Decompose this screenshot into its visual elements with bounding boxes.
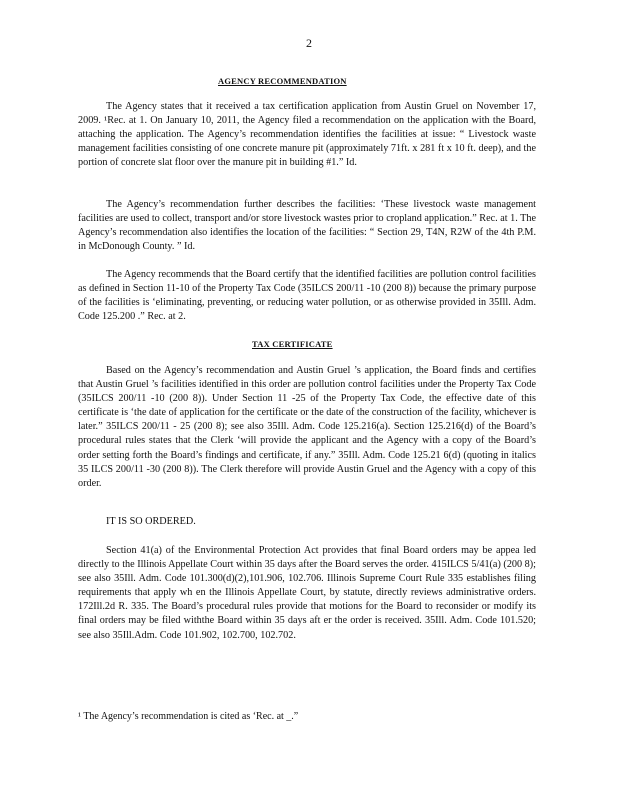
paragraph-text: The Agency recommends that the Board certify that the identified facilities are pollution control facilities as defined in Section 11-10 of the Property Tax Code (35ILCS 200/11 -10 (200 8)) because the primary purpose of the facilities is ‘eliminating, preventing, or reducing water pollution, or as otherwise provided in 35Ill. Adm. Code 125.200 .” Rec. at 2. <box>78 269 536 323</box>
paragraph-board-finds <box>78 364 536 491</box>
paragraph-text: Based on the Agency’s recommendation and Austin Gruel ’s application, the Board finds and certifies that Austin Gruel ’s facilities identified in this order are pollution control facilities under the Property Tax Code (35ILCS 200/11 -10 (200 8)). Under Section 11 -25 of the Property Tax Code, the effective date of this certificate is ‘the date of application for the certificate or the date of the construction of the facility, whichever is later.” 35ILCS 200/11 - 25 (200 8); see also 35Ill. Adm. Code 125.216(a). Section 125.216(d) of the Board’s procedural rules states that the Clerk ‘will provide the applicant and the Agency with a copy of the Board’s order setting forth the Board’s findings and certificate, if any.” 35Ill. Adm. Code 125.21 6(d) (quoting in italics 35 ILCS 200/11 -30 (200 8)). The Clerk therefore will provide Austin Gruel and the Agency with a copy of this order. <box>78 365 536 489</box>
footnote: ¹ The Agency’s recommendation is cited as ‘Rec. at _.” <box>78 711 299 722</box>
page-number: 2 <box>306 36 312 50</box>
paragraph-facility-description <box>78 198 536 254</box>
paragraph-text: The Agency’s recommendation further describes the facilities: ‘These livestock waste management facilities are used to collect, transport and/or store livestock wastes prior to cropland application.” Rec. at 1. The Agency’s recommendation also identifies the location of the facilities: “ Section 29, T4N, R2W of the 4th P.M. in McDonough County. ” Id. <box>78 199 536 253</box>
paragraph-text: The Agency states that it received a tax certification application from Austin Gruel on November 17, 2009. ¹Rec. at 1. On January 10, 2011, the Agency filed a recommendation on the application with the Board, attaching the application. The Agency’s recommendation identifies the facilities at issue: “ Livestock waste management facilities consisting of one concrete manure pit (approximately 71ft. x 281 ft x 10 ft. deep), and the portion of concrete slat floor over the manure pit in building #1.” Id. <box>78 101 536 169</box>
paragraph-agency-received <box>78 100 536 170</box>
paragraph-appeal-rights <box>78 544 536 643</box>
paragraph-agency-recommends <box>78 268 536 324</box>
paragraph-text: Section 41(a) of the Environmental Protection Act provides that final Board orders may be appea led directly to the Illinois Appellate Court within 35 days after the Board serves the order. 415ILCS 5/41(a) (200 8); see also 35Ill. Adm. Code 101.300(d)(2),101.906, 102.706. Illinois Supreme Court Rule 335 establishes filing requirements that apply wh en the Illinois Appellate Court, by statute, directly reviews administrative orders. 172Ill.2d R. 335. The Board’s procedural rules provide that motions for the Board to reconsider or modify its final orders may be filed withthe Board within 35 days aft er the order is received. 35Ill. Adm. Code 101.520; see also 35Ill.Adm. Code 101.902, 102.700, 102.702. <box>78 545 536 641</box>
so-ordered-line: IT IS SO ORDERED. <box>106 516 196 527</box>
tax-certificate-heading: TAX CERTIFICATE <box>252 339 333 349</box>
agency-recommendation-heading: AGENCY RECOMMENDATION <box>218 76 347 86</box>
